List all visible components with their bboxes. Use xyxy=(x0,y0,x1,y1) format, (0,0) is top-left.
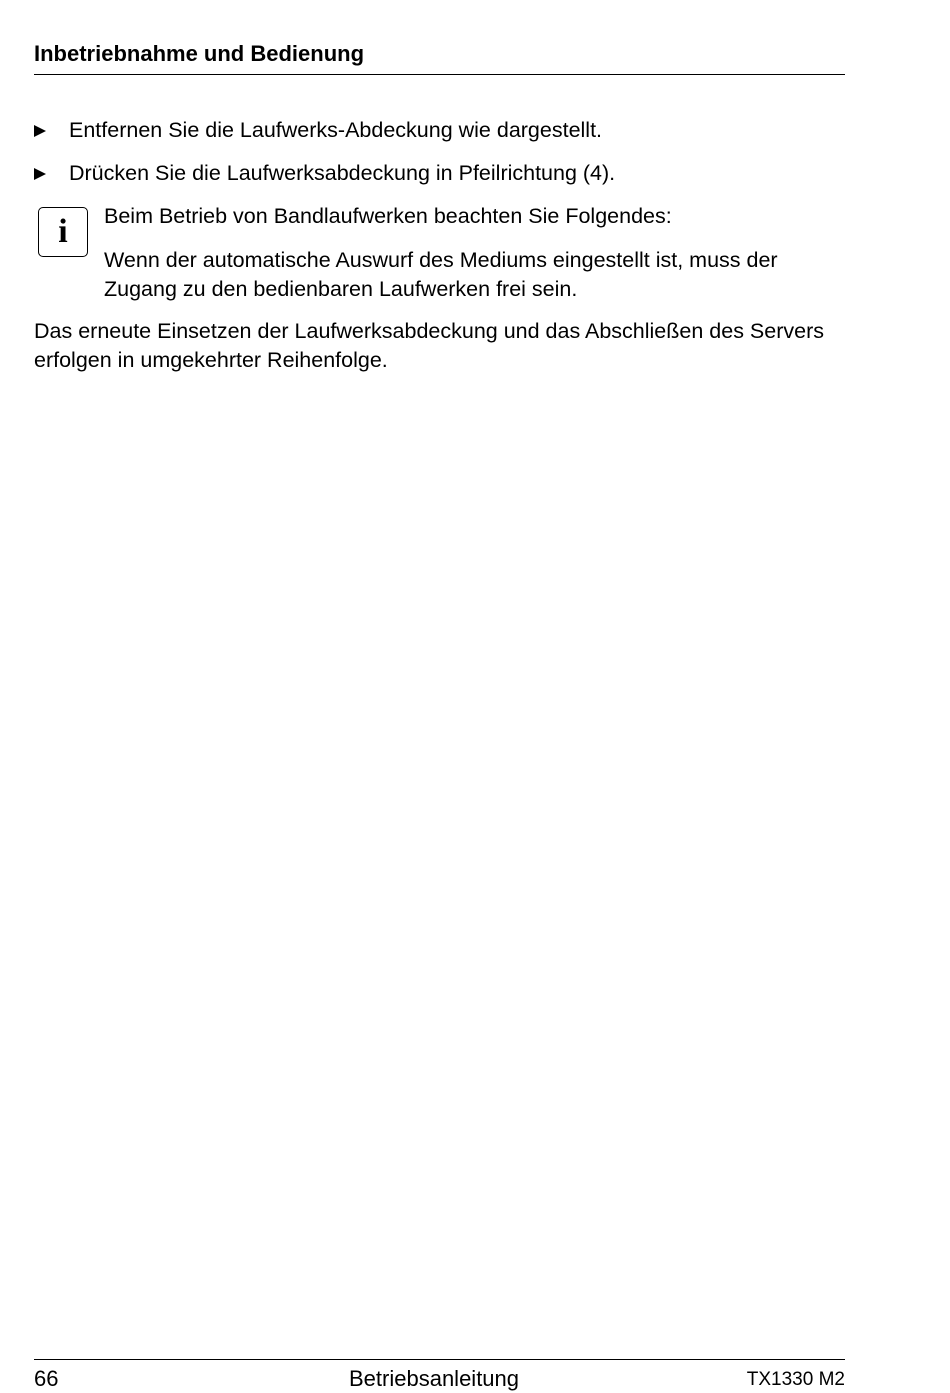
info-glyph: i xyxy=(58,213,68,250)
section-title: Inbetriebnahme und Bedienung xyxy=(34,41,365,66)
model-name: TX1330 M2 xyxy=(746,1369,845,1390)
body-paragraph: Das erneute Einsetzen der Laufwerksabdeckung und das Abschließen des Servers erfolgen in umgekehrter Reihenfolge. xyxy=(34,319,824,372)
triangle-bullet-icon xyxy=(34,168,46,180)
document-title: Betriebsanleitung xyxy=(349,1366,520,1391)
page-header xyxy=(34,40,845,75)
triangle-bullet-icon xyxy=(34,125,46,137)
info-icon xyxy=(38,207,88,257)
page-footer xyxy=(34,1359,845,1392)
step-1-text: Entfernen Sie die Laufwerks-Abdeckung wie dargestellt. xyxy=(69,118,603,142)
step-2-text: Drücken Sie die Laufwerksabdeckung in Pfeilrichtung (4). xyxy=(69,161,616,185)
note-line-1: Beim Betrieb von Bandlaufwerken beachten Sie Folgendes: xyxy=(104,204,672,228)
step-2 xyxy=(34,159,845,189)
page-number: 66 xyxy=(34,1366,59,1391)
note-line-2: Wenn der automatische Auswurf des Mediums eingestellt ist, muss der Zugang zu den bedienbaren Laufwerken frei sein. xyxy=(104,248,778,301)
step-1 xyxy=(34,116,845,146)
